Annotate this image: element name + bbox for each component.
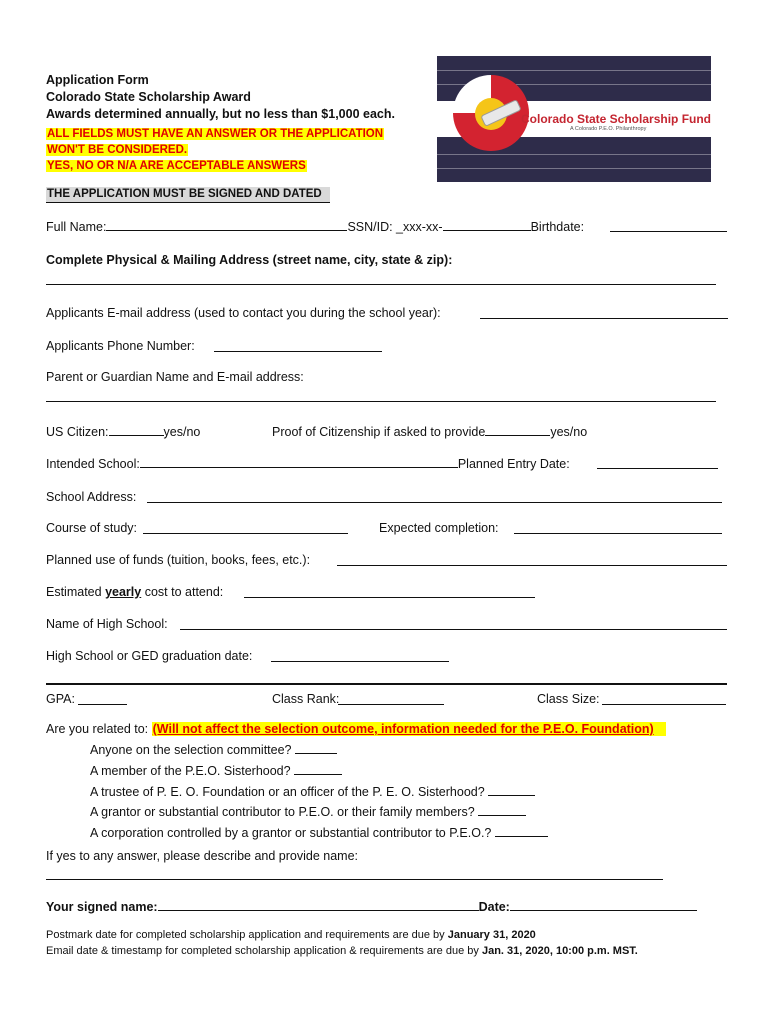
postmark-note [46, 928, 536, 942]
signed-name-field[interactable] [158, 898, 479, 911]
signature-row [46, 898, 697, 915]
proof-citizenship-field[interactable] [485, 423, 550, 436]
planned-entry-label: Planned Entry Date: [457, 457, 570, 471]
signature-date-label: Date: [478, 900, 510, 914]
proof-citizenship-options: yes/no [550, 425, 588, 439]
ssn-label: SSN/ID: _xxx-xx- [347, 220, 443, 234]
intended-school-row [46, 455, 570, 472]
planned-use-label: Planned use of funds (tuition, books, fees, etc.): [46, 553, 311, 567]
expected-completion-field[interactable] [514, 533, 722, 534]
class-rank-label: Class Rank: [272, 692, 340, 706]
email-deadline-date: Jan. 31, 2020, 10:00 p.m. MST. [481, 945, 638, 957]
course-label: Course of study: [46, 521, 138, 535]
postmark-date: January 31, 2020 [447, 929, 536, 941]
full-name-row [46, 218, 584, 235]
school-address-label: School Address: [46, 490, 137, 504]
planned-entry-field[interactable] [597, 468, 718, 469]
related-question-4 [90, 803, 526, 820]
colorado-scholarship-logo [437, 56, 711, 182]
full-name-label: Full Name: [46, 220, 107, 234]
award-name: Colorado State Scholarship Award [46, 90, 251, 104]
estimated-cost-row [46, 584, 223, 600]
signature-date-field[interactable] [510, 898, 697, 911]
signed-name-label: Your signed name: [46, 900, 158, 914]
related-question-4-field[interactable] [478, 803, 526, 816]
warning-line-2: WON'T BE CONSIDERED. [47, 144, 188, 156]
estimated-label-prefix: Estimated [46, 585, 102, 599]
signed-dated-notice: THE APPLICATION MUST BE SIGNED AND DATED [46, 187, 330, 203]
postmark-text: Postmark date for completed scholarship application and requirements are due by [46, 929, 448, 941]
grad-date-field[interactable] [271, 661, 449, 662]
course-field[interactable] [143, 533, 348, 534]
email-label: Applicants E-mail address (used to contact you during the school year): [46, 306, 441, 320]
email-field[interactable] [480, 318, 728, 319]
warning-line-3: YES, NO OR N/A ARE ACCEPTABLE ANSWERS [47, 160, 306, 172]
phone-field[interactable] [214, 351, 382, 352]
related-question-2 [90, 762, 342, 779]
email-deadline-note [46, 944, 638, 958]
related-prompt: Are you related to: [46, 722, 149, 736]
related-question-3 [90, 783, 535, 800]
full-name-field[interactable] [106, 218, 347, 231]
school-address-field[interactable] [147, 502, 722, 503]
related-question-2-label: A member of the P.E.O. Sisterhood? [90, 764, 291, 778]
class-size-field[interactable] [602, 704, 726, 705]
intended-school-field[interactable] [140, 455, 458, 468]
form-title: Application Form [46, 73, 149, 87]
high-school-label: Name of High School: [46, 617, 168, 631]
expected-completion-label: Expected completion: [379, 521, 499, 535]
estimated-label-yearly: yearly [105, 585, 142, 599]
birthdate-label: Birthdate: [530, 220, 585, 234]
related-question-2-field[interactable] [294, 762, 342, 775]
related-question-1-label: Anyone on the selection committee? [90, 743, 292, 757]
logo-title: Colorado State Scholarship Fund [521, 112, 711, 126]
birthdate-field[interactable] [610, 231, 727, 232]
related-question-1-field[interactable] [295, 741, 337, 754]
warning-line-1: ALL FIELDS MUST HAVE AN ANSWER OR THE APPLICATION [47, 128, 384, 140]
related-question-3-field[interactable] [488, 783, 535, 796]
high-school-field[interactable] [180, 629, 727, 630]
us-citizen-label: US Citizen: [46, 425, 109, 439]
related-question-1 [90, 741, 337, 758]
guardian-field[interactable] [46, 401, 716, 402]
intended-school-label: Intended School: [46, 457, 140, 471]
estimated-cost-field[interactable] [244, 597, 535, 598]
related-question-5 [90, 824, 548, 841]
section-divider [46, 683, 727, 685]
award-amount-note: Awards determined annually, but no less than $1,000 each. [46, 107, 395, 121]
logo-subtitle: A Colorado P.E.O. Philanthropy [570, 126, 647, 132]
related-note: (Will not affect the selection outcome, information needed for the P.E.O. Foundation) [152, 722, 666, 736]
us-citizen-field[interactable] [109, 423, 164, 436]
related-question-5-field[interactable] [495, 824, 548, 837]
describe-label: If yes to any answer, please describe and provide name: [46, 849, 358, 863]
estimated-label-suffix: cost to attend: [144, 585, 224, 599]
class-size-label: Class Size: [537, 692, 600, 706]
gpa-label: GPA: [46, 692, 75, 706]
describe-field[interactable] [46, 879, 663, 880]
ssn-field[interactable] [443, 218, 531, 231]
us-citizen-row [46, 423, 200, 440]
us-citizen-options: yes/no [163, 425, 201, 439]
email-deadline-text: Email date & timestamp for completed scholarship application & requirements are due by [46, 945, 482, 957]
address-field[interactable] [46, 284, 716, 285]
related-question-4-label: A grantor or substantial contributor to P.E.O. or their family members? [90, 805, 475, 819]
address-heading: Complete Physical & Mailing Address (street name, city, state & zip): [46, 253, 453, 267]
gpa-field[interactable] [78, 704, 127, 705]
proof-citizenship-row [272, 423, 587, 440]
class-rank-field[interactable] [338, 704, 444, 705]
related-question-3-label: A trustee of P. E. O. Foundation or an officer of the P. E. O. Sisterhood? [90, 785, 485, 799]
guardian-label: Parent or Guardian Name and E-mail address: [46, 370, 304, 384]
planned-use-field[interactable] [337, 565, 727, 566]
related-question-5-label: A corporation controlled by a grantor or substantial contributor to P.E.O.? [90, 826, 492, 840]
phone-label: Applicants Phone Number: [46, 339, 195, 353]
proof-citizenship-label: Proof of Citizenship if asked to provide [272, 425, 486, 439]
grad-date-label: High School or GED graduation date: [46, 649, 253, 663]
related-row [46, 721, 666, 737]
